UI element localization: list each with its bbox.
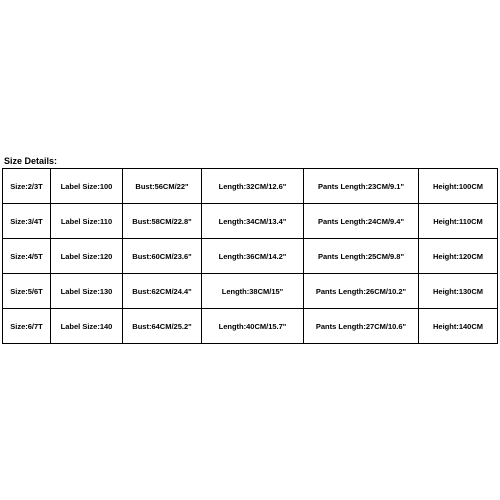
size-cell: Size:3/4T xyxy=(3,204,51,239)
size-cell: Size:4/5T xyxy=(3,239,51,274)
label-size-cell: Label Size:110 xyxy=(51,204,123,239)
length-cell: Length:40CM/15.7" xyxy=(202,309,304,344)
table-row xyxy=(3,274,498,309)
size-cell: Size:6/7T xyxy=(3,309,51,344)
length-cell: Length:36CM/14.2" xyxy=(202,239,304,274)
pants-length-cell: Pants Length:27CM/10.6" xyxy=(304,309,419,344)
bust-cell: Bust:58CM/22.8" xyxy=(123,204,202,239)
size-details-heading: Size Details: xyxy=(4,156,58,166)
bust-cell: Bust:56CM/22" xyxy=(123,169,202,204)
height-cell: Height:130CM xyxy=(419,274,498,309)
length-cell: Length:32CM/12.6" xyxy=(202,169,304,204)
label-size-cell: Label Size:100 xyxy=(51,169,123,204)
pants-length-cell: Pants Length:25CM/9.8" xyxy=(304,239,419,274)
height-cell: Height:110CM xyxy=(419,204,498,239)
length-cell: Length:38CM/15" xyxy=(202,274,304,309)
pants-length-cell: Pants Length:24CM/9.4" xyxy=(304,204,419,239)
size-chart-table xyxy=(2,168,498,344)
label-size-cell: Label Size:130 xyxy=(51,274,123,309)
length-cell: Length:34CM/13.4" xyxy=(202,204,304,239)
size-cell: Size:2/3T xyxy=(3,169,51,204)
bust-cell: Bust:62CM/24.4" xyxy=(123,274,202,309)
pants-length-cell: Pants Length:26CM/10.2" xyxy=(304,274,419,309)
label-size-cell: Label Size:140 xyxy=(51,309,123,344)
bust-cell: Bust:60CM/23.6" xyxy=(123,239,202,274)
pants-length-cell: Pants Length:23CM/9.1" xyxy=(304,169,419,204)
height-cell: Height:140CM xyxy=(419,309,498,344)
table-row xyxy=(3,169,498,204)
size-cell: Size:5/6T xyxy=(3,274,51,309)
table-row xyxy=(3,309,498,344)
height-cell: Height:120CM xyxy=(419,239,498,274)
bust-cell: Bust:64CM/25.2" xyxy=(123,309,202,344)
table-row xyxy=(3,204,498,239)
table-row xyxy=(3,239,498,274)
label-size-cell: Label Size:120 xyxy=(51,239,123,274)
height-cell: Height:100CM xyxy=(419,169,498,204)
